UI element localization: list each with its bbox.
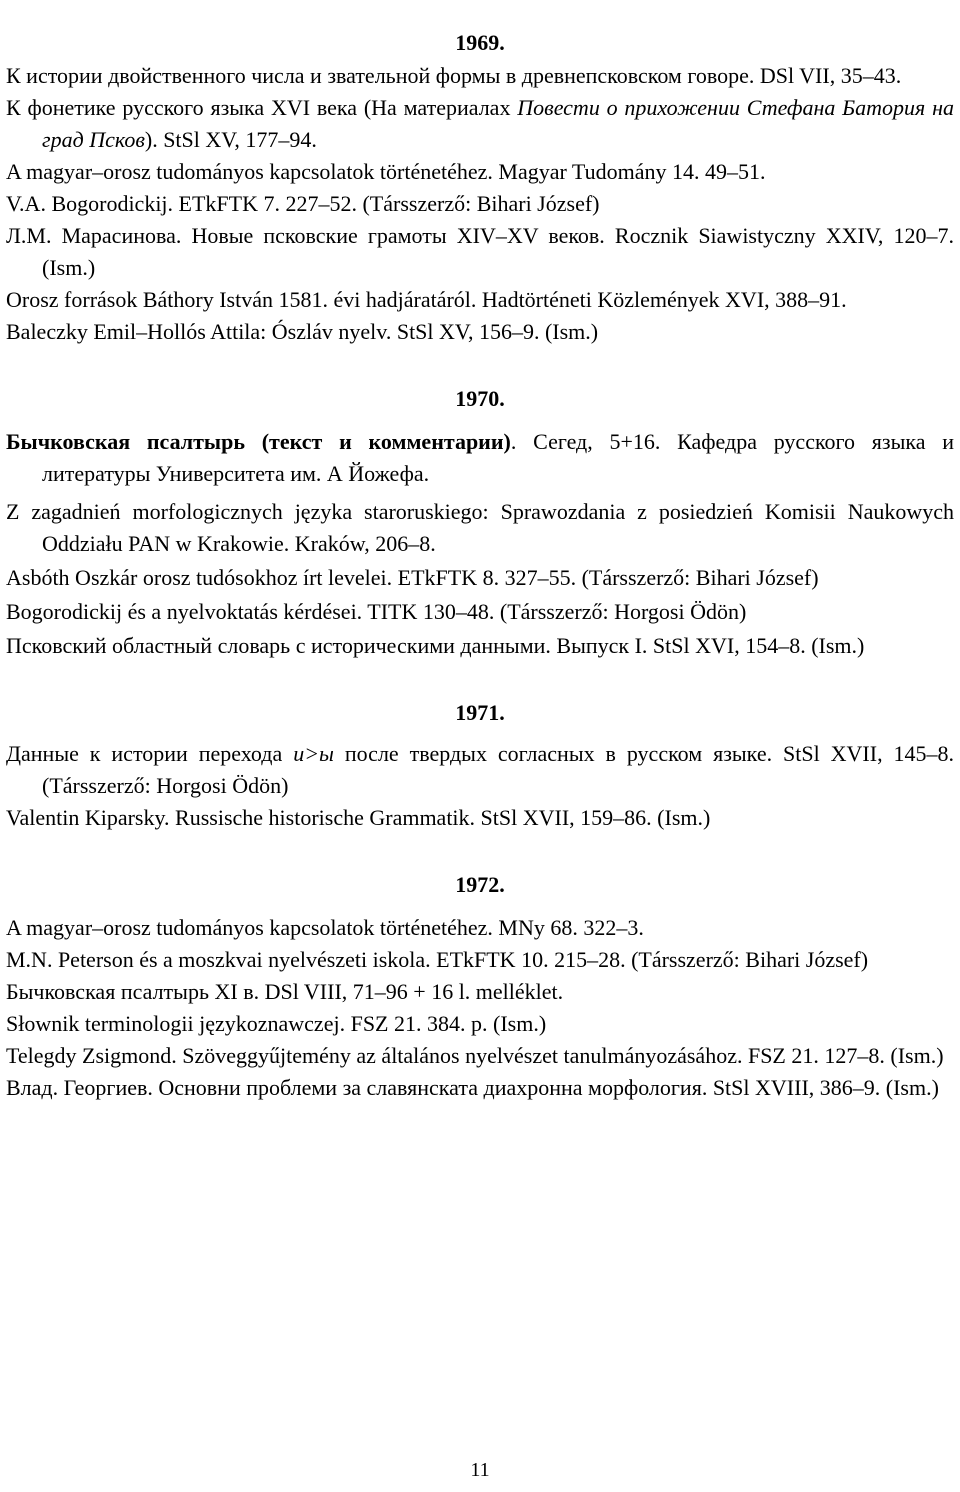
bibliography-entry: [6, 92, 954, 156]
entry-text: A magyar–orosz tudományos kapcsolatok történetéhez. MNy 68. 322–3.: [6, 915, 644, 940]
entry-text: Влад. Георгиев. Основни проблеми за славянската диахронна морфология. StSl XVIII, 386–9. (Ism.): [6, 1075, 939, 1100]
entry-text: . Сегед, 5+16. Кафедра русского языка и литературы Университета им. А Йожефа.: [42, 429, 954, 486]
bibliography-entry: [6, 630, 954, 662]
year-heading: 1969.: [455, 30, 505, 55]
entry-text: Бычковская псалтырь XI в. DSl VIII, 71–96 + 16 l. melléklet.: [6, 979, 564, 1004]
entry-text: Valentin Kiparsky. Russische historische Grammatik. StSl XVII, 159–86. (Ism.): [6, 805, 711, 830]
entry-text: Данные к истории перехода: [6, 741, 294, 766]
year-section: [6, 30, 954, 348]
entry-text: Bogorodickij és a nyelvoktatás kérdései. TITK 130–48. (Társszerző: Horgosi Ödön): [6, 599, 747, 624]
entry-text: V.A. Bogorodickij. ETkFTK 7. 227–52. (Társszerző: Bihari József): [6, 191, 600, 216]
year-section: [6, 700, 954, 834]
entry-text: Baleczky Emil–Hollós Attila: Ószláv nyelv. StSl XV, 156–9. (Ism.): [6, 319, 599, 344]
year-heading: 1970.: [455, 386, 505, 411]
bibliography-entry: [6, 188, 954, 220]
entry-text: К истории двойственного числа и звательной формы в древнепсковском говоре. DSl VII, 35–43.: [6, 63, 902, 88]
entry-text: ). StSl XV, 177–94.: [144, 127, 317, 152]
bibliography-sections: [6, 30, 954, 1104]
bibliography-entry: [6, 496, 954, 560]
bibliography-entry: [6, 284, 954, 316]
entry-text: Asbóth Oszkár orosz tudósokhoz írt levelei. ETkFTK 8. 327–55. (Társszerző: Bihari József): [6, 565, 819, 590]
bibliography-entry: [6, 220, 954, 284]
entry-text: Telegdy Zsigmond. Szöveggyűjtemény az általános nyelvészet tanulmányozásához. FSZ 21. 127–8. (Ism.): [6, 1043, 944, 1068]
entry-text: Słownik terminologii językoznawczej. FSZ 21. 384. p. (Ism.): [6, 1011, 547, 1036]
entry-text: К фонетике русского языка XVI века (На материалах: [6, 95, 518, 120]
bibliography-entry: [6, 944, 954, 976]
year-section: [6, 872, 954, 1104]
bibliography-entry: [6, 738, 954, 802]
entry-text: Псковский областный словарь с историческими данными. Выпуск I. StSl XVI, 154–8. (Ism.): [6, 633, 865, 658]
bibliography-entry: [6, 1040, 954, 1072]
bibliography-entry: [6, 912, 954, 944]
bibliography-entry: [6, 802, 954, 834]
entry-text: Orosz források Báthory István 1581. évi hadjáratáról. Hadtörténeti Közlemények XVI, 388–91.: [6, 287, 847, 312]
bibliography-entry: [6, 596, 954, 628]
bibliography-entry: [6, 1008, 954, 1040]
year-heading: 1972.: [455, 872, 505, 897]
year-section: [6, 386, 954, 662]
entry-italic-title: и>ы: [293, 741, 334, 766]
year-heading: 1971.: [455, 700, 505, 725]
bibliography-entry: [6, 316, 954, 348]
entry-italic-title: Повести о прихожении Стефана Батория на град Псков: [42, 95, 954, 152]
bibliography-entry: [6, 60, 954, 92]
bibliography-entry: [6, 976, 954, 1008]
entry-bold-title: Бычковская псалтырь (текст и комментарии): [6, 429, 511, 454]
entry-text: после твердых согласных в русском языке. StSl XVII, 145–8. (Társszerző: Horgosi Ödön): [42, 741, 954, 798]
entry-text: A magyar–orosz tudományos kapcsolatok történetéhez. Magyar Tudomány 14. 49–51.: [6, 159, 766, 184]
bibliography-entry: [6, 426, 954, 490]
page-number: 11: [470, 1459, 490, 1481]
bibliography-entry: [6, 1072, 954, 1104]
entry-text: Л.М. Марасинова. Новые псковские грамоты XIV–XV веков. Rocznik Siawistyczny XXIV, 120–7. (Ism.): [6, 223, 954, 280]
bibliography-entry: [6, 562, 954, 594]
bibliography-entry: [6, 156, 954, 188]
entry-text: M.N. Peterson és a moszkvai nyelvészeti iskola. ETkFTK 10. 215–28. (Társszerző: Bihari József): [6, 947, 869, 972]
entry-text: Z zagadnień morfologicznych języka staroruskiego: Sprawozdania z posiedzień Komisii Naukowych Oddziału PAN w Krakowie. Kraków, 206–8.: [6, 499, 954, 556]
